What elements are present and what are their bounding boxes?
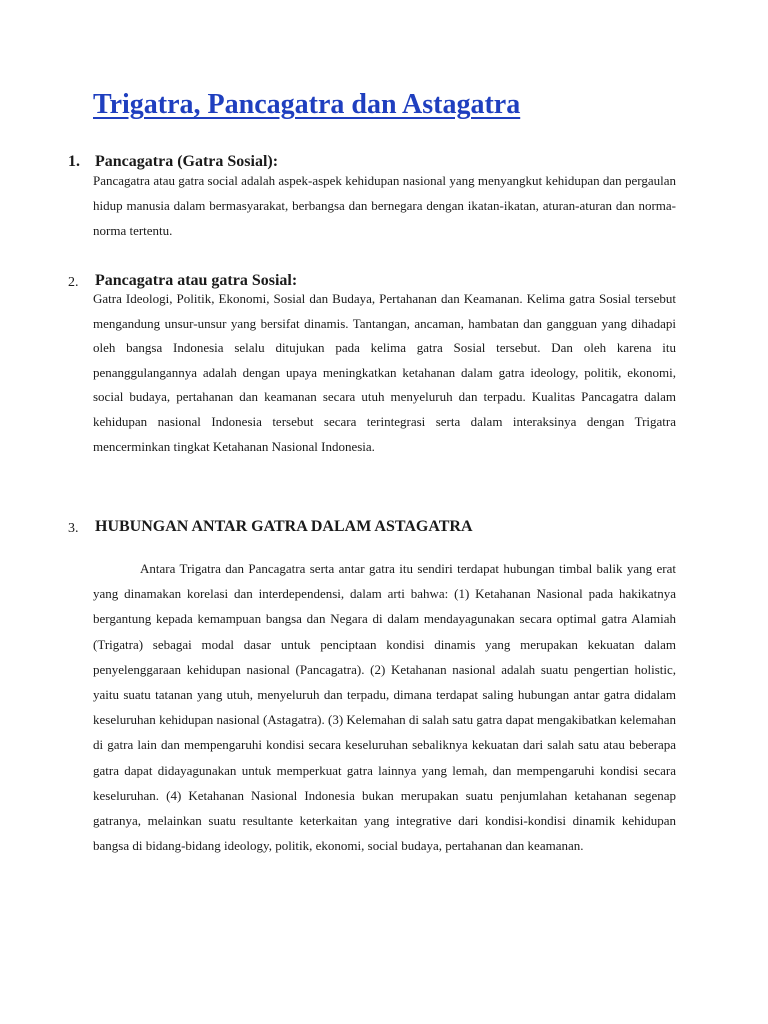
section-3-number: 3. (68, 521, 79, 536)
section-3-title: HUBUNGAN ANTAR GATRA DALAM ASTAGATRA (95, 518, 473, 535)
section-2-paragraph: Gatra Ideologi, Politik, Ekonomi, Sosial dan Budaya, Pertahanan dan Keamanan. Kelima gatra Sosial tersebut mengandung unsur-unsur yang bersifat dinamis. Tantangan, ancaman, hambatan dan gangguan yang dihadapi oleh bangsa Indonesia selalu ditujukan pada kelima gatra Sosial tersebut. Dan oleh karena itu penanggulangannya adalah dengan upaya meningkatkan ketahanan dalam gatra ideology, politik, ekonomi, social budaya, pertahanan dan keamanan secara utuh menyeluruh dan terpadu. Kualitas Pancagatra dalam kehidupan nasional Indonesia tersebut secara terintegrasi serta dalam interaksinya dengan Trigatra mencerminkan tingkat Ketahanan Nasional Indonesia. (93, 291, 676, 454)
section-2-title: Pancagatra atau gatra Sosial: (95, 272, 298, 289)
section-1-paragraph: Pancagatra atau gatra social adalah aspek-aspek kehidupan nasional yang menyangkut kehidupan dan pergaulan hidup manusia dalam bermasyarakat, berbangsa dan bernegara dengan ikatan-ikatan, aturan-aturan dan norma-norma tertentu. (93, 173, 676, 238)
section-1-number: 1. (68, 153, 80, 170)
section-2-number: 2. (68, 275, 79, 290)
document-title: Trigatra, Pancagatra dan Astagatra (93, 89, 521, 120)
section-1-title: Pancagatra (Gatra Sosial): (95, 153, 279, 170)
section-3-paragraph: Antara Trigatra dan Pancagatra serta antar gatra itu sendiri terdapat hubungan timbal balik yang erat yang dinamakan korelasi dan interdependensi, dalam arti bahwa: (1) Ketahanan Nasional pada hakikatnya bergantung kepada kemampuan bangsa dan Negara di dalam mendayagunakan secara optimal gatra Alamiah (Trigatra) sebagai modal dasar untuk penciptaan kondisi dinamis yang merupakan kekuatan dalam penyelenggaraan kehidupan nasional (Pancagatra). (2) Ketahanan nasional adalah suatu pengertian holistic, yaitu suatu tatanan yang utuh, menyeluruh dan terpadu, dimana terdapat saling hubungan antar gatra didalam keseluruhan kehidupan nasional (Astagatra). (3) Kelemahan di salah satu gatra dapat mengakibatkan kelemahan di gatra lain dan mempengaruhi kondisi secara keseluruhan sebaliknya kekuatan dari salah satu atau beberapa gatra dapat didayagunakan untuk memperkuat gatra lainnya yang lemah, dan mempengaruhi kondisi secara keseluruhan. (4) Ketahanan Nasional Indonesia bukan merupakan suatu penjumlahan ketahanan segenap gatranya, melainkan suatu resultante keterkaitan yang integrative dari kondisi-kondisi dinamik kehidupan bangsa di bidang-bidang ideology, politik, ekonomi, social budaya, pertahanan dan keamanan. (93, 561, 676, 854)
